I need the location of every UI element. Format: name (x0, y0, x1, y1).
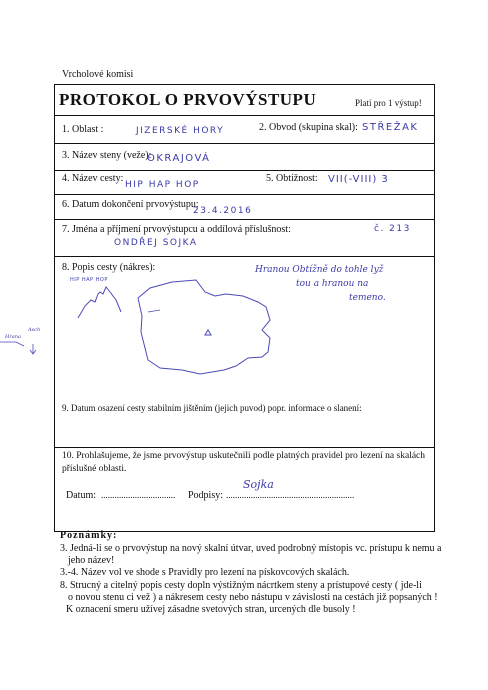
notes-heading: Poznámky: (60, 530, 118, 541)
note-line-5: o novou stenu ci vež ) a nákresem cesty nebo nástupu v závislosti na cestách již popsaných ! (68, 592, 438, 603)
signature-label: Podpisy: (188, 490, 224, 501)
wall-label: 3. Název steny (veže): (62, 150, 152, 161)
validity-note: Platí pro 1 výstup! (355, 98, 422, 108)
area-value[interactable]: JIZERSKÉ HORY (136, 126, 225, 136)
note-line-6: K oznacení smeru užívej zásadne svetových stran, urcených dle busoly ! (66, 604, 356, 615)
signature-date-field[interactable]: ................................. (101, 490, 176, 500)
page-title: PROTOKOL O PRVOVÝSTUPU (59, 90, 317, 109)
district-value[interactable]: STŘEŽAK (362, 122, 419, 133)
divider (54, 143, 435, 144)
arrow-down-icon (30, 344, 36, 354)
sketch-line (148, 310, 160, 312)
note-line-1: 3. Jedná-li se o prvovýstup na nový skalní útvar, uved podrobný místopis vc. prístupu k nemu a (60, 543, 442, 554)
note-line-2: jeho název! (68, 555, 115, 566)
district-label: 2. Obvod (skupina skal): (259, 122, 358, 133)
signature-field[interactable]: ......................................................... (226, 490, 355, 500)
margin-label-1: Hrana (5, 334, 21, 340)
description-line-2[interactable]: tou a hranou na (296, 279, 369, 289)
divider (54, 115, 435, 116)
date-value[interactable]: 23.4.2016 (193, 206, 253, 216)
divider (54, 194, 435, 195)
sketch-margin-line (0, 342, 24, 346)
commission-label: Vrcholové komisi (62, 69, 134, 80)
description-line-3[interactable]: temeno. (349, 293, 386, 303)
sketch-rock-outline (78, 287, 121, 318)
divider (54, 447, 435, 448)
route-sketch (0, 260, 300, 400)
triangle-icon (205, 330, 211, 335)
names-label: 7. Jména a příjmení prvovýstupcu a oddílová příslušnost: (62, 224, 291, 235)
wall-value[interactable]: OKRAJOVÁ (147, 153, 211, 164)
divider (54, 256, 435, 257)
description-label: 8. Popis cesty (nákres): (62, 262, 156, 273)
sketch-boulder-outline (138, 280, 270, 374)
area-label: 1. Oblast : (62, 124, 104, 135)
declaration-line-2: příslušné oblasti. (62, 464, 127, 474)
divider (54, 170, 435, 171)
signature-value: Sojka (243, 478, 274, 491)
names-value[interactable]: ONDŘEJ SOJKA (114, 238, 198, 248)
signature-date-label: Datum: (66, 490, 96, 501)
sketch-label: HIP HAP HOP (70, 277, 108, 283)
note-line-4: 8. Strucný a citelný popis cesty dopln výstižným nácrtkem steny a prístupové cesty ( jde-li (60, 580, 422, 591)
anchoring-label: 9. Datum osazení cesty stabilním jištěním (jejich puvod) popr. informace o slanení: (62, 403, 362, 413)
route-label: 4. Název cesty: (62, 173, 124, 184)
difficulty-value[interactable]: VII(-VIII) 3 (328, 174, 389, 185)
difficulty-label: 5. Obtížnost: (266, 173, 318, 184)
member-number[interactable]: č. 213 (374, 224, 411, 234)
route-value[interactable]: HIP HAP HOP (125, 180, 200, 190)
note-line-3: 3.-4. Název vol ve shode s Pravidly pro lezení na pískovcových skalách. (60, 567, 350, 578)
divider (54, 219, 435, 220)
description-line-1[interactable]: Hranou Obtížně do tohle lyž (255, 265, 384, 275)
date-label: 6. Datum dokončení prvovýstupu: (62, 199, 199, 210)
margin-label-2: Asch (28, 327, 41, 333)
declaration-line-1: 10. Prohlašujeme, že jsme prvovýstup uskutečnili podle platných pravidel pro lezení na skalách (62, 451, 426, 461)
